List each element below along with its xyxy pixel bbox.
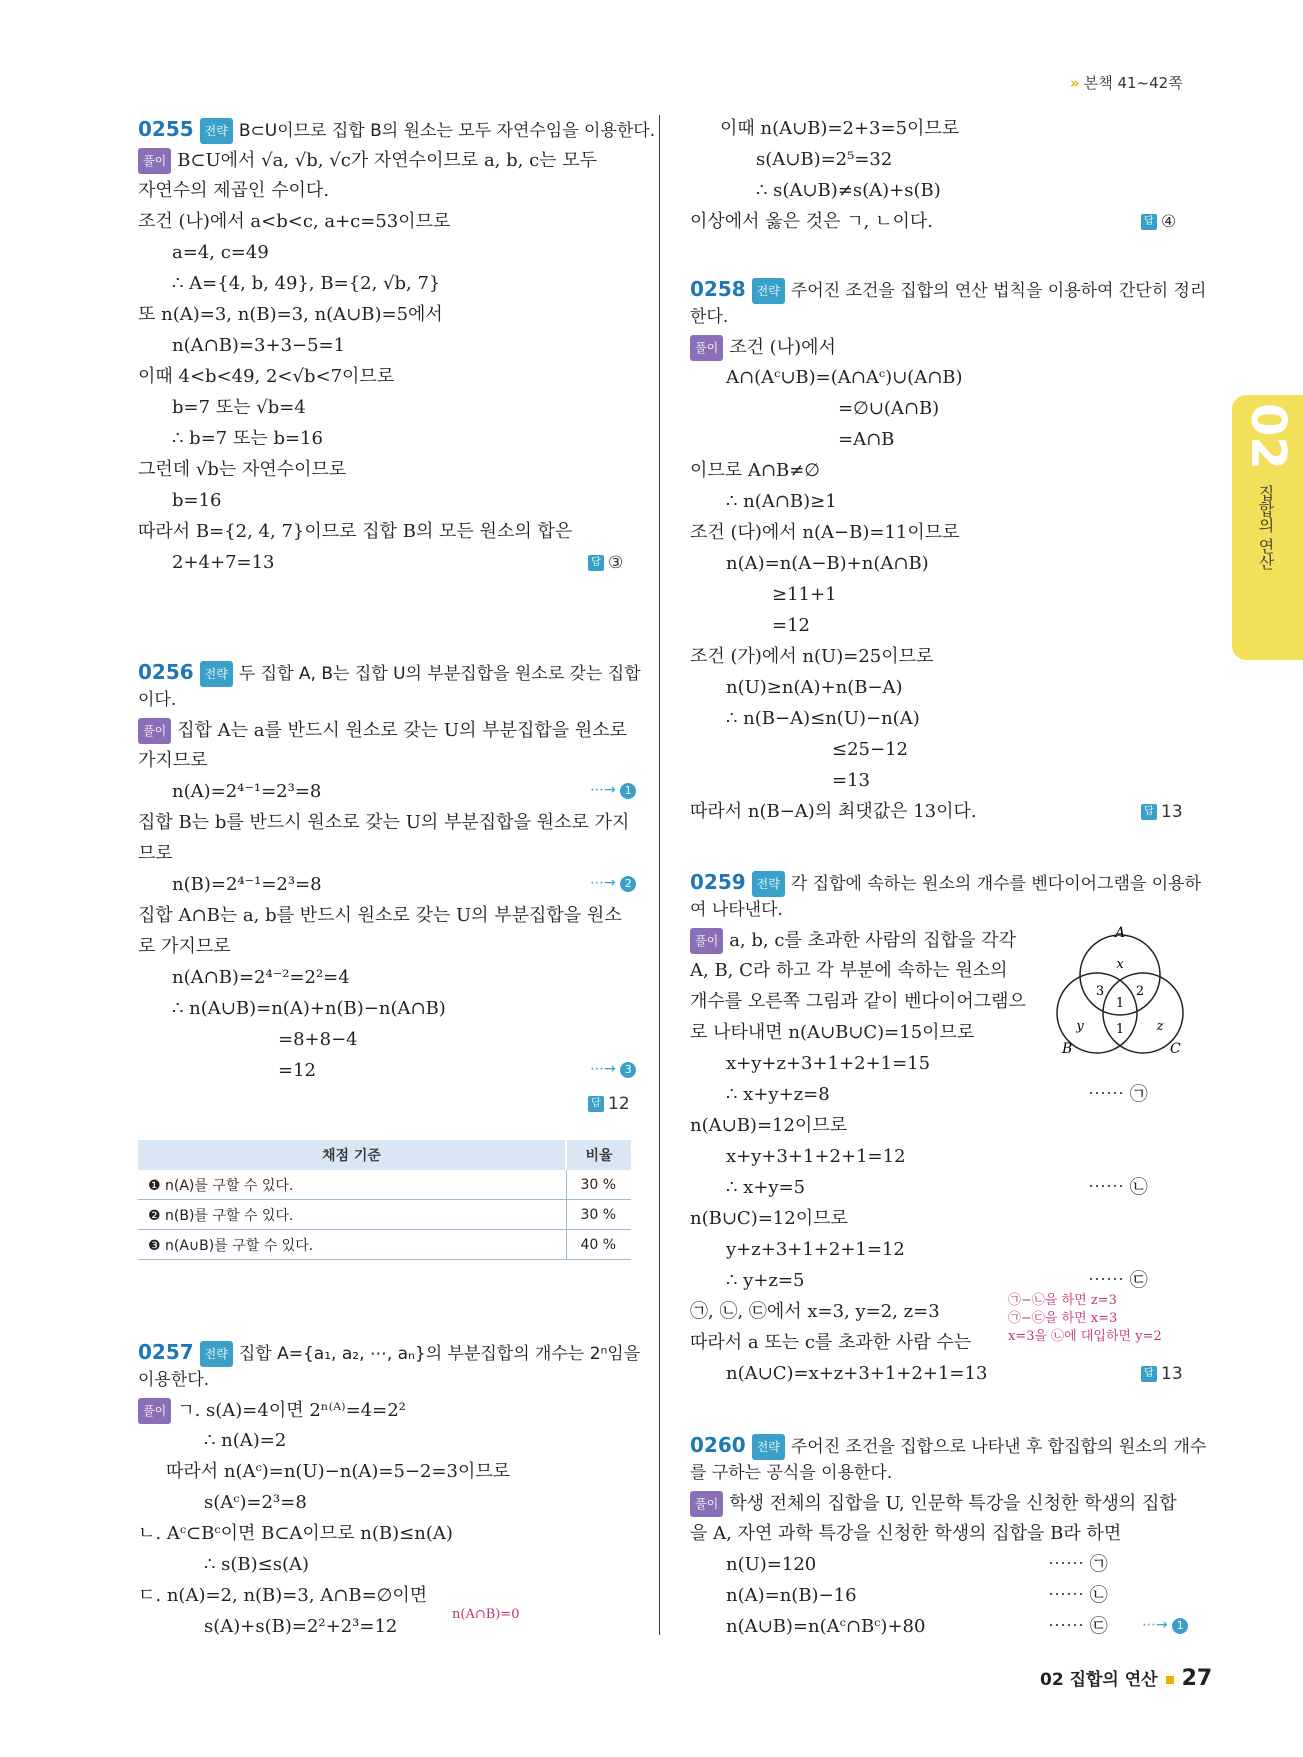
table-header: 채점 기준	[138, 1140, 566, 1170]
solution-line: 이때 4<b<49, 2<√b<7이므로	[138, 366, 395, 387]
solution-line: ∴ s(A∪B)≠s(A)+s(B)	[756, 180, 941, 201]
solution-line: A∩(Aᶜ∪B)=(A∩Aᶜ)∪(A∩B)	[726, 367, 963, 388]
chapter-side-tab	[1232, 395, 1303, 660]
problem-0257-heading: 0257 전략 집합 A={a₁, a₂, ⋯, aₙ}의 부분집합의 개수는 2ⁿ임을	[138, 1340, 640, 1367]
venn-region-ac: 2	[1135, 984, 1145, 999]
table-cell: 30 %	[566, 1200, 631, 1230]
solution-line: s(A)+s(B)=2²+2³=12	[204, 1616, 398, 1637]
problem-0256-heading: 0256 전략 두 집합 A, B는 집합 U의 부분집합을 원소로 갖는 집합	[138, 660, 641, 687]
table-row	[138, 1230, 631, 1260]
solution-line: 집합 B는 b를 반드시 원소로 갖는 U의 부분집합을 원소로 가지	[138, 812, 630, 833]
solution-line: y+z+3+1+2+1=12	[726, 1239, 905, 1260]
problem-0259-heading: 0259 전략 각 집합에 속하는 원소의 개수를 벤다이어그램을 이용하	[690, 870, 1201, 897]
solution-line: 풀이 B⊂U에서 √a, √b, √c가 자연수이므로 a, b, c는 모두	[138, 148, 597, 174]
solution-line: 2+4+7=13	[172, 552, 275, 573]
solution-line: =∅∪(A∩B)	[838, 398, 940, 419]
solution-line: n(U)≥n(A)+n(B−A)	[726, 677, 903, 698]
annotation-note: ㉠−㉢을 하면 x=3	[1008, 1311, 1118, 1326]
venn-region-x: x	[1116, 957, 1124, 972]
equation-marker: ⋯⋯ ㉠	[1048, 1554, 1108, 1575]
solution-line: 풀이 집합 A는 a를 반드시 원소로 갖는 U의 부분집합을 원소로	[138, 718, 627, 744]
strategy-tag: 전략	[752, 871, 785, 897]
table-row	[138, 1170, 631, 1200]
strategy-cont: 여 나타낸다.	[690, 900, 783, 920]
solution-line: 조건 (다)에서 n(A−B)=11이므로	[690, 522, 960, 543]
scoring-table	[138, 1140, 631, 1260]
solution-line: n(A∪C)=x+z+3+1+2+1=13	[726, 1363, 988, 1384]
equation-marker: ⋯⋯ ㉡	[1088, 1177, 1148, 1198]
venn-region-abc: 1	[1115, 996, 1125, 1011]
solution-line: 이므로 A∩B≠∅	[690, 460, 820, 481]
solution-line: ㄴ. Aᶜ⊂Bᶜ이면 B⊂A이므로 n(B)≤n(A)	[138, 1523, 453, 1544]
venn-region-z: z	[1156, 1019, 1164, 1034]
strategy-tag: 전략	[752, 1434, 785, 1460]
annotation-note: n(A∩B)=0	[452, 1607, 520, 1622]
table-header-row	[138, 1140, 631, 1170]
chapter-number: 02	[1240, 403, 1296, 470]
answer-icon: 답	[1141, 804, 1157, 820]
table-cell: 30 %	[566, 1170, 631, 1200]
solution-tag: 풀이	[690, 1491, 723, 1517]
solution-line: n(B∪C)=12이므로	[690, 1208, 848, 1229]
footer-chapter: 02 집합의 연산	[1040, 1670, 1158, 1690]
solution-line: 따라서 B={2, 4, 7}이므로 집합 B의 모든 원소의 합은	[138, 521, 573, 542]
solution-line: ∴ b=7 또는 b=16	[172, 428, 323, 449]
step-mark: ⋯→ 3	[590, 1061, 636, 1078]
answer-icon: 답	[588, 555, 604, 571]
strategy-tag: 전략	[200, 118, 233, 144]
solution-line: =8+8−4	[278, 1029, 358, 1050]
answer-0257: 답 ④	[1141, 212, 1176, 232]
page-reference: » 본책 41~42쪽	[1070, 74, 1183, 92]
solution-line: 풀이 a, b, c를 초과한 사람의 집합을 각각	[690, 928, 1016, 954]
solution-tag: 풀이	[690, 928, 723, 954]
solution-line: ∴ n(A)=2	[204, 1430, 287, 1451]
solution-line: 또 n(A)=3, n(B)=3, n(A∪B)=5에서	[138, 304, 443, 325]
strategy-cont: 한다.	[690, 307, 729, 327]
solution-line: =A∩B	[838, 429, 895, 450]
step-mark: ⋯→ 1	[1142, 1617, 1188, 1634]
solution-line: 풀이 ㄱ. s(A)=4이면 2ⁿ⁽ᴬ⁾=4=2²	[138, 1398, 406, 1424]
table-cell: ❷ n(B)를 구할 수 있다.	[138, 1200, 566, 1230]
step-mark: ⋯→ 2	[590, 875, 636, 892]
venn-label-a: A	[1114, 925, 1126, 941]
answer-icon: 답	[588, 1096, 604, 1112]
equation-marker: ⋯⋯ ㉢	[1048, 1616, 1108, 1637]
solution-line: 집합 A∩B는 a, b를 반드시 원소로 갖는 U의 부분집합을 원소	[138, 905, 622, 926]
solution-line: 풀이 학생 전체의 집합을 U, 인문학 특강을 신청한 학생의 집합	[690, 1491, 1177, 1517]
strategy-tag: 전략	[752, 278, 785, 304]
venn-label-c: C	[1170, 1041, 1181, 1057]
solution-line: n(B)=2⁴⁻¹=2³=8	[172, 874, 322, 895]
solution-line: x+y+3+1+2+1=12	[726, 1146, 906, 1167]
solution-line: n(A)=n(B)−16	[726, 1585, 857, 1606]
solution-line: x+y+z+3+1+2+1=15	[726, 1053, 931, 1074]
solution-line: 로 가지므로	[138, 936, 231, 957]
solution-line: ∴ n(A∩B)≥1	[726, 491, 837, 512]
venn-region-ab: 3	[1095, 984, 1105, 999]
solution-line: n(A)=n(A−B)+n(A∩B)	[726, 553, 929, 574]
step-mark: ⋯→ 1	[590, 782, 636, 799]
solution-line: 조건 (나)에서 a<b<c, a+c=53이므로	[138, 211, 451, 232]
solution-line: n(A∩B)=3+3−5=1	[172, 335, 346, 356]
answer-0258: 답 13	[1141, 802, 1183, 822]
solution-line: n(A∪B)=n(Aᶜ∩Bᶜ)+80	[726, 1616, 926, 1637]
venn-diagram	[1050, 925, 1190, 1065]
table-cell: ❸ n(A∪B)를 구할 수 있다.	[138, 1230, 566, 1260]
answer-0255: 답 ③	[588, 553, 623, 573]
answer-icon: 답	[1141, 214, 1157, 230]
equation-marker: ⋯⋯ ㉢	[1088, 1270, 1148, 1291]
solution-line: b=16	[172, 490, 222, 511]
solution-line: n(A)=2⁴⁻¹=2³=8	[172, 781, 322, 802]
solution-line: =13	[832, 770, 870, 791]
solution-line: ㄷ. n(A)=2, n(B)=3, A∩B=∅이면	[138, 1585, 428, 1606]
solution-line: ∴ x+y=5	[726, 1177, 806, 1198]
solution-line: 이때 n(A∪B)=2+3=5이므로	[720, 118, 960, 139]
solution-line: 가지므로	[138, 750, 208, 771]
answer-icon: 답	[1141, 1366, 1157, 1382]
solution-line: b=7 또는 √b=4	[172, 397, 306, 418]
solution-line: =12	[278, 1060, 316, 1081]
solution-line: ∴ n(B−A)≤n(U)−n(A)	[726, 708, 920, 729]
solution-line: 따라서 n(Aᶜ)=n(U)−n(A)=5−2=3이므로	[166, 1461, 511, 1482]
solution-line: ㉠, ㉡, ㉢에서 x=3, y=2, z=3	[690, 1301, 940, 1322]
solution-line: a=4, c=49	[172, 242, 269, 263]
solution-line: 따라서 a 또는 c를 초과한 사람 수는	[690, 1332, 972, 1353]
annotation-note: x=3을 ㉡에 대입하면 y=2	[1008, 1329, 1162, 1344]
solution-line: ≥11+1	[772, 584, 837, 605]
solution-line: 개수를 오른쪽 그림과 같이 벤다이어그램으	[690, 991, 1026, 1012]
strategy-cont: 를 구하는 공식을 이용한다.	[690, 1463, 893, 1483]
solution-line: ∴ A={4, b, 49}, B={2, √b, 7}	[172, 273, 441, 294]
page-number: 27	[1181, 1666, 1213, 1691]
solution-line: s(Aᶜ)=2³=8	[204, 1492, 307, 1513]
problem-0260-heading: 0260 전략 주어진 조건을 집합으로 나타낸 후 합집합의 원소의 개수	[690, 1433, 1206, 1460]
solution-line: s(A∪B)=2⁵=32	[756, 149, 893, 170]
solution-line: n(A∪B)=12이므로	[690, 1115, 848, 1136]
solution-line: ∴ n(A∪B)=n(A)+n(B)−n(A∩B)	[172, 998, 446, 1019]
solution-line: n(U)=120	[726, 1554, 817, 1575]
solution-line: 조건 (가)에서 n(U)=25이므로	[690, 646, 934, 667]
strategy-cont: 이다.	[138, 690, 177, 710]
solution-line: 므로	[138, 843, 173, 864]
solution-line: A, B, C라 하고 각 부분에 속하는 원소의	[690, 960, 1008, 981]
equation-marker: ⋯⋯ ㉡	[1048, 1585, 1108, 1606]
solution-line: 그런데 √b는 자연수이므로	[138, 459, 347, 480]
table-row	[138, 1200, 631, 1230]
solution-line: ≤25−12	[832, 739, 908, 760]
equation-marker: ⋯⋯ ㉠	[1088, 1084, 1148, 1105]
table-header: 비율	[566, 1140, 631, 1170]
page-footer	[1040, 1665, 1212, 1691]
strategy-cont: 이용한다.	[138, 1370, 210, 1390]
answer-0259: 답 13	[1141, 1364, 1183, 1384]
venn-region-y: y	[1076, 1019, 1084, 1034]
solution-tag: 풀이	[138, 718, 171, 744]
solution-line: n(A∩B)=2⁴⁻²=2²=4	[172, 967, 350, 988]
solution-tag: 풀이	[138, 1398, 171, 1424]
solution-tag: 풀이	[138, 148, 171, 174]
solution-line: ∴ x+y+z=8	[726, 1084, 830, 1105]
column-divider	[659, 115, 660, 1635]
solution-line: ∴ y+z=5	[726, 1270, 805, 1291]
venn-region-bc: 1	[1115, 1022, 1125, 1037]
answer-0256: 답 12	[588, 1094, 630, 1114]
solution-line: 자연수의 제곱인 수이다.	[138, 180, 330, 201]
chapter-title: 집합의 연산	[1256, 485, 1275, 571]
problem-0258-heading: 0258 전략 주어진 조건을 집합의 연산 법칙을 이용하여 간단히 정리	[690, 277, 1206, 304]
solution-line: ∴ s(B)≤s(A)	[204, 1554, 310, 1575]
strategy-tag: 전략	[200, 1341, 233, 1367]
table-cell: ❶ n(A)를 구할 수 있다.	[138, 1170, 566, 1200]
table-cell: 40 %	[566, 1230, 631, 1260]
annotation-note: ㉠−㉡을 하면 z=3	[1008, 1293, 1117, 1308]
strategy-tag: 전략	[200, 661, 233, 687]
solution-line: 을 A, 자연 과학 특강을 신청한 학생의 집합을 B라 하면	[690, 1523, 1122, 1544]
problem-0255-heading: 0255 전략 B⊂U이므로 집합 B의 원소는 모두 자연수임을 이용한다.	[138, 117, 655, 144]
footer-square-icon	[1166, 1676, 1174, 1684]
solution-line: 로 나타내면 n(A∪B∪C)=15이므로	[690, 1022, 975, 1043]
venn-label-b: B	[1062, 1041, 1073, 1057]
solution-line: 풀이 조건 (나)에서	[690, 335, 836, 361]
solution-tag: 풀이	[690, 335, 723, 361]
solution-line: 따라서 n(B−A)의 최댓값은 13이다.	[690, 801, 977, 822]
solution-line: 이상에서 옳은 것은 ㄱ, ㄴ이다.	[690, 211, 933, 232]
solution-line: =12	[772, 615, 810, 636]
